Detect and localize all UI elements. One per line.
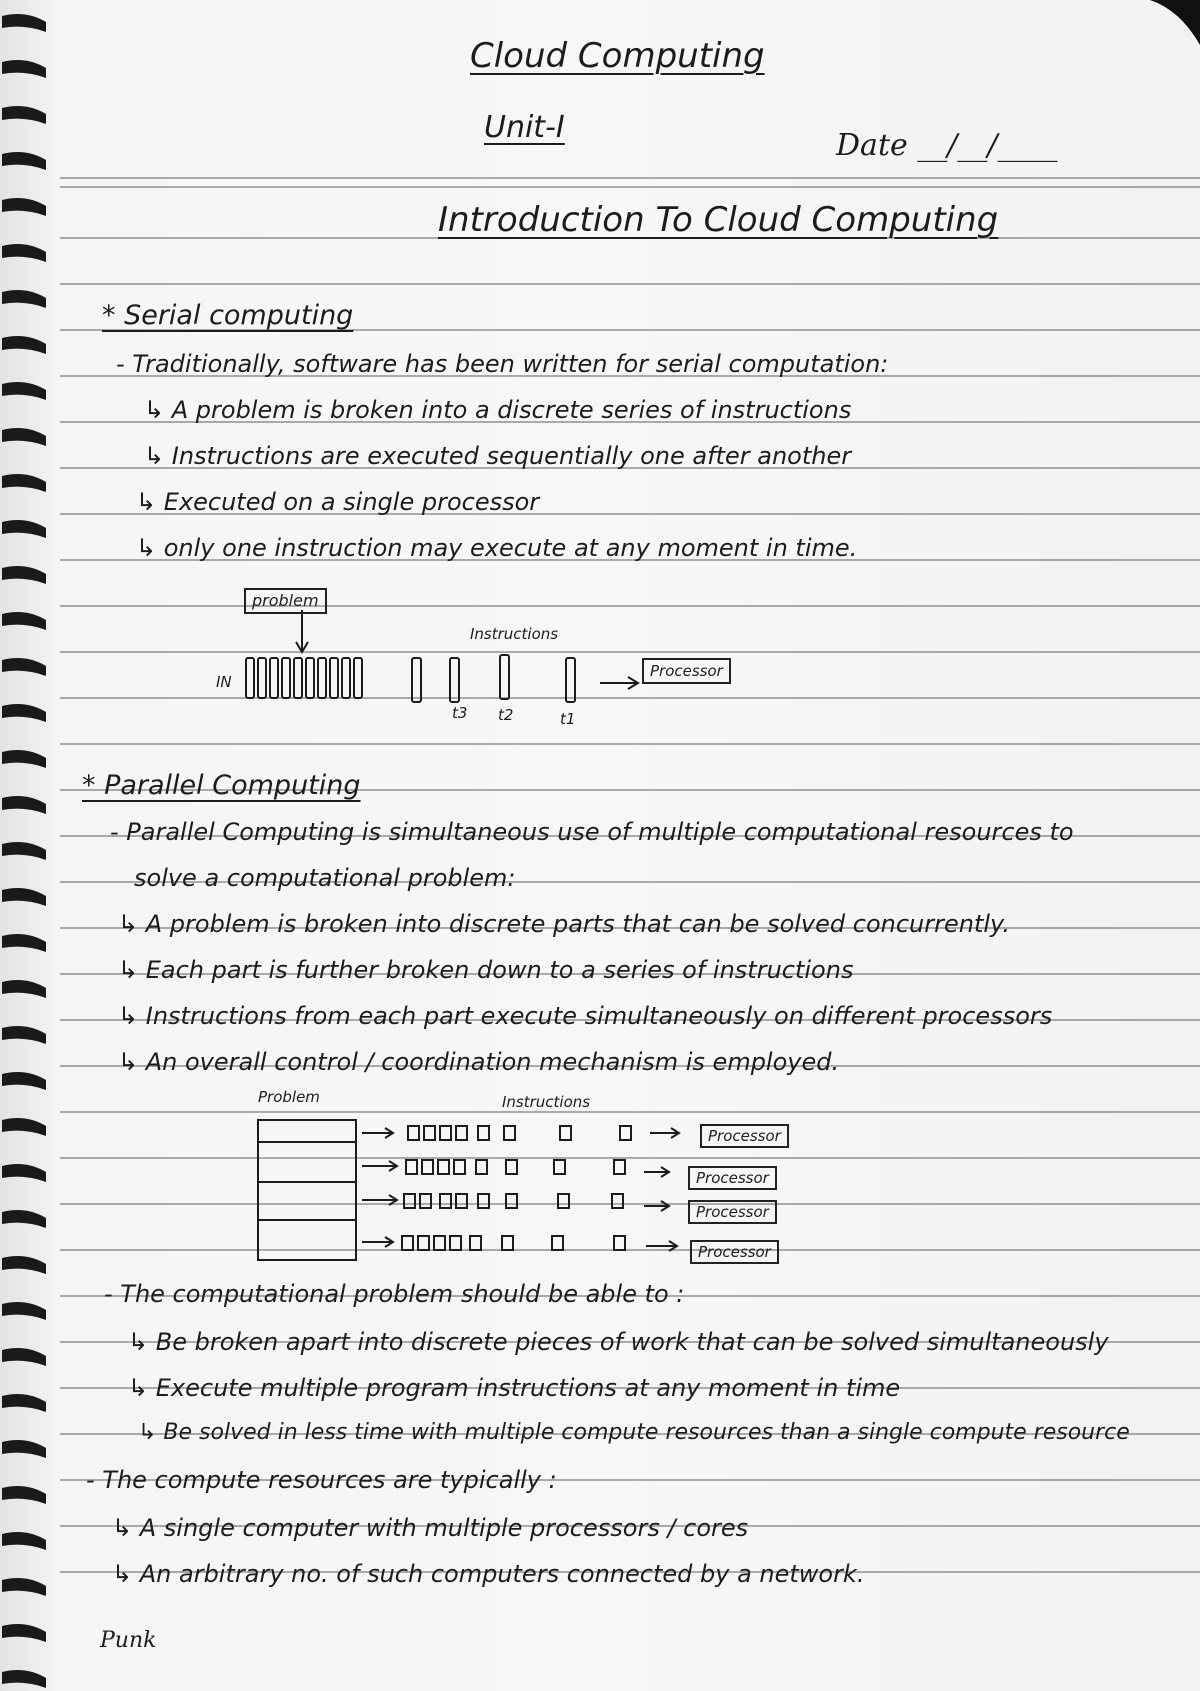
serial-point: ↳ Executed on a single processor	[136, 488, 540, 516]
serial-heading: * Serial computing	[102, 300, 354, 331]
processor-box-3: Processor	[688, 1200, 777, 1224]
serial-in-label: IN	[216, 673, 232, 691]
parallel-problem-label: Problem	[258, 1088, 320, 1106]
parallel-intro-cont: solve a computational problem:	[134, 864, 516, 892]
date-label: Date __/__/____	[836, 128, 1058, 163]
processor-box-1: Processor	[700, 1124, 789, 1148]
processor-box-2: Processor	[688, 1166, 777, 1190]
serial-point: ↳ Instructions are executed sequentially one after another	[144, 442, 852, 470]
resources-intro: - The compute resources are typically :	[86, 1466, 557, 1494]
section-heading: Introduction To Cloud Computing	[438, 200, 999, 240]
parallel-problem-block	[258, 1120, 356, 1260]
serial-time-label: t2	[498, 706, 514, 724]
resources-point: ↳ An arbitrary no. of such computers connected by a network.	[112, 1560, 865, 1588]
should-intro: - The computational problem should be able to :	[104, 1280, 685, 1308]
serial-processor-box: Processor	[642, 658, 731, 684]
parallel-row-3	[362, 1194, 669, 1211]
parallel-intro: - Parallel Computing is simultaneous use of multiple computational resources to	[110, 818, 1074, 846]
serial-time-label: t3	[452, 704, 468, 722]
parallel-instructions-label: Instructions	[502, 1093, 591, 1111]
parallel-heading: * Parallel Computing	[82, 770, 361, 801]
serial-point: ↳ A problem is broken into a discrete series of instructions	[144, 396, 852, 424]
unit-label: Unit-I	[484, 110, 565, 145]
notebook-brand: Punk	[100, 1628, 157, 1653]
serial-time-label: t1	[560, 710, 576, 728]
parallel-row-1	[362, 1126, 679, 1140]
should-point: ↳ Be solved in less time with multiple compute resources than a single compute resource	[138, 1420, 1130, 1445]
parallel-point: ↳ A problem is broken into discrete parts that can be solved concurrently.	[118, 910, 1011, 938]
parallel-point: ↳ Instructions from each part execute simultaneously on different processors	[118, 1002, 1053, 1030]
page-title: Cloud Computing	[470, 36, 765, 76]
parallel-point: ↳ Each part is further broken down to a series of instructions	[118, 956, 854, 984]
serial-instructions-label: Instructions	[470, 625, 559, 643]
resources-point: ↳ A single computer with multiple processors / cores	[112, 1514, 749, 1542]
serial-point: ↳ only one instruction may execute at any moment in time.	[136, 534, 858, 562]
should-point: ↳ Execute multiple program instructions at any moment in time	[128, 1374, 901, 1402]
parallel-row-2	[362, 1160, 669, 1177]
serial-intro: - Traditionally, software has been written for serial computation:	[116, 350, 889, 378]
parallel-row-4	[362, 1236, 677, 1251]
processor-box-4: Processor	[690, 1240, 779, 1264]
should-point: ↳ Be broken apart into discrete pieces of work that can be solved simultaneously	[128, 1328, 1109, 1356]
parallel-point: ↳ An overall control / coordination mechanism is employed.	[118, 1048, 840, 1076]
serial-problem-box: problem	[244, 588, 327, 614]
